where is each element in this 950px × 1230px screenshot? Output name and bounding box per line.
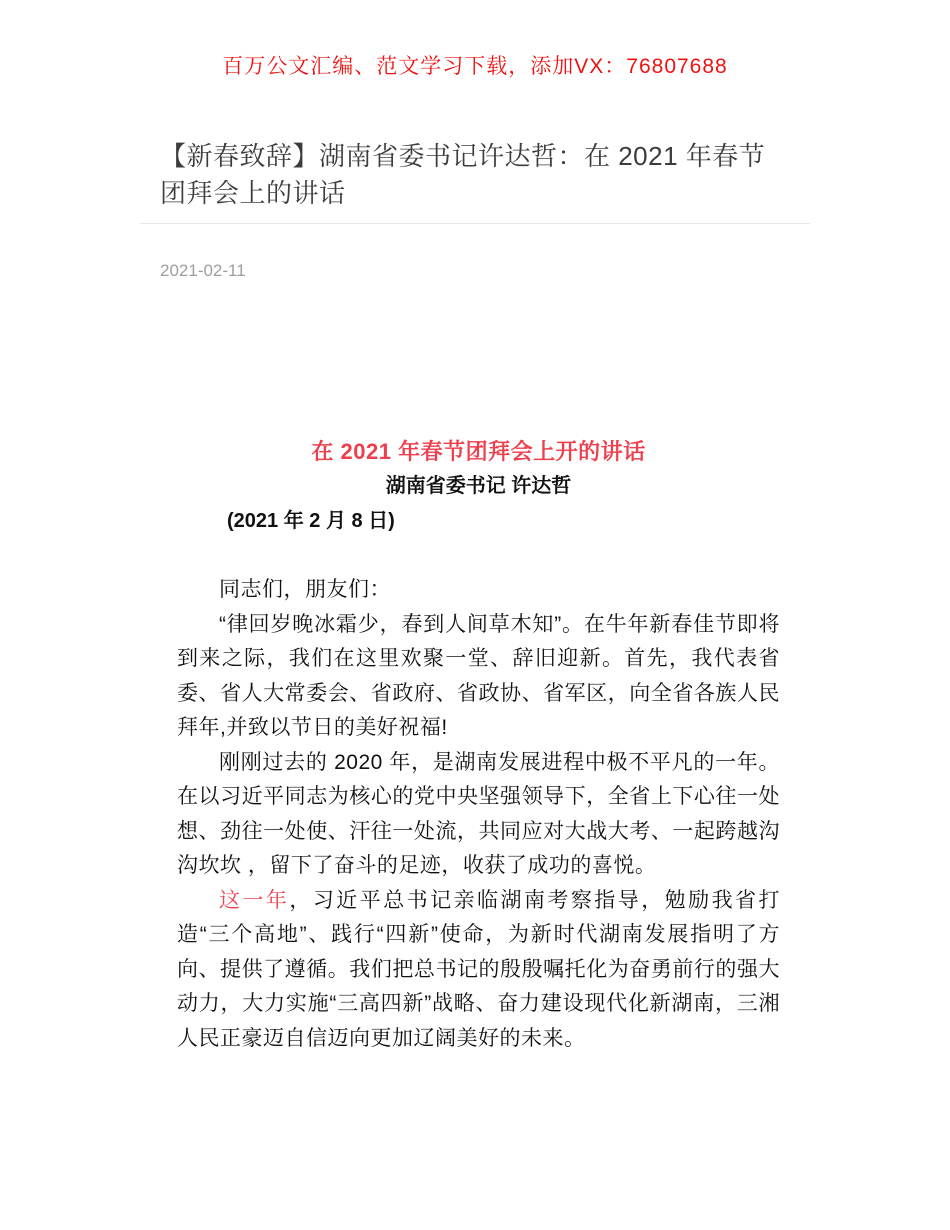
paragraph-text: ，习近平总书记亲临湖南考察指导，勉励我省打造“三个高地”、践行“四新”使命，为新时代湖南发展指明了方向、提供了遵循。我们把总书记的殷殷嘱托化为奋勇前行的强大动力，大力实施“三高四新”战略、奋力建设现代化新湖南，三湘人民正豪迈自信迈向更加辽阔美好的未来。 (177, 888, 781, 1050)
paragraph (177, 884, 780, 1057)
paragraph: 刚刚过去的 2020 年，是湖南发展进程中极不平凡的一年。在以习近平同志为核心的党中央坚强领导下，全省上下心往一处想、劲往一处使、汗往一处流，共同应对大战大考、一起跨越沟沟坎坎 ，留下了奋斗的足迹，收获了成功的喜悦。 (177, 750, 780, 877)
speech-document (177, 434, 780, 1056)
speech-date: (2021 年 2 月 8 日) (227, 510, 395, 532)
article-container (140, 138, 810, 1056)
paragraph: “律回岁晚冰霜少，春到人间草木知”。在牛年新春佳节即将到来之际，我们在这里欢聚一堂、辞旧迎新。首先，我代表省委、省人大常委会、省政府、省政协、省军区，向全省各族人民拜年,并致以节日的美好祝福! (177, 612, 780, 739)
promo-banner-text: 百万公文汇编、范文学习下载，添加VX：76807688 (222, 55, 728, 78)
title-divider (140, 223, 810, 224)
paragraph-salutation: 同志们，朋友们： (219, 578, 391, 601)
speech-heading: 在 2021 年春节团拜会上开的讲话 (311, 439, 646, 464)
speech-author: 湖南省委书记 许达哲 (385, 475, 572, 497)
promo-banner (0, 0, 950, 80)
article-title: 【新春致辞】湖南省委书记许达哲：在 2021 年春节团拜会上的讲话 (160, 141, 766, 208)
publish-date: 2021-02-11 (160, 261, 246, 280)
paragraph-highlight: 这一年 (219, 888, 290, 912)
